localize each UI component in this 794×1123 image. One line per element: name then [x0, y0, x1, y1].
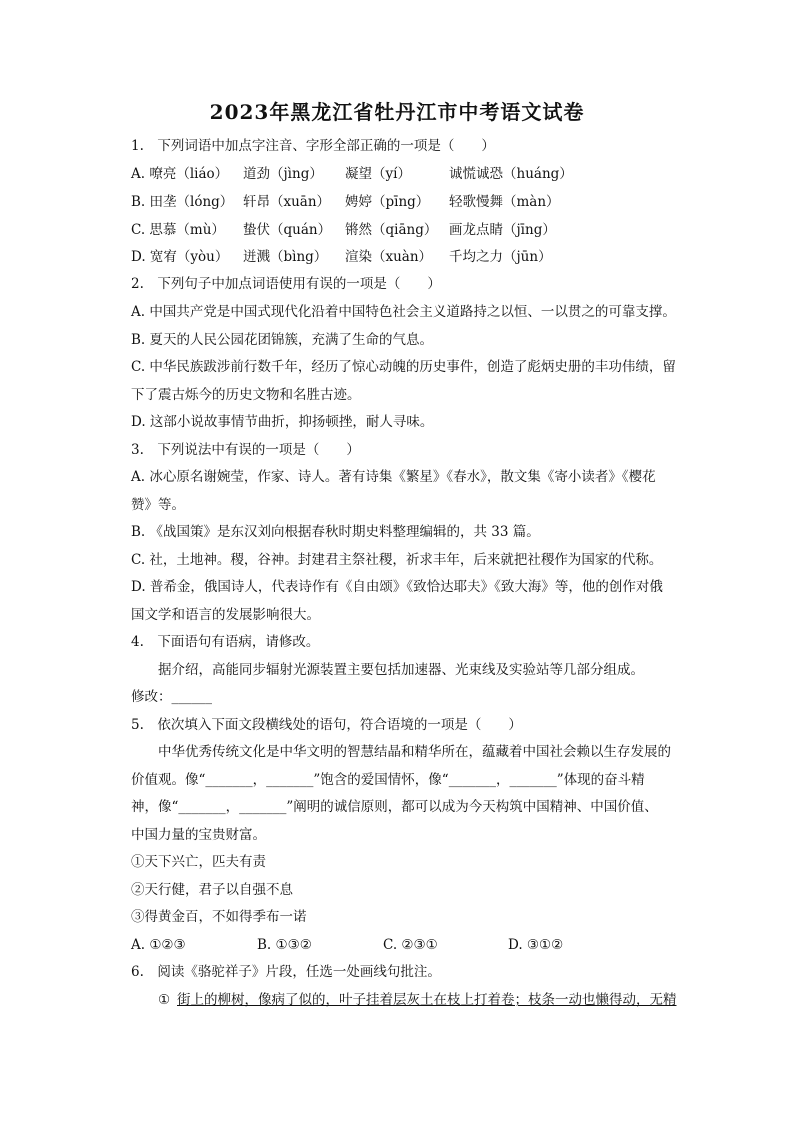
- q2-option-d: D. 这部小说故事情节曲折，抑扬顿挫，耐人寻味。: [131, 414, 434, 430]
- q3-option-d: D. 普希金，俄国诗人，代表诗作有《自由颂》《致恰达耶夫》《致大海》等，他的创作对俄: [131, 579, 663, 595]
- q5-stem: 5. 依次填入下面文段横线处的语句，符合语境的一项是（ ）: [131, 717, 522, 733]
- q4-sentence: 据介绍，高能同步辐射光源装置主要包括加速器、光束线及实验站等几部分组成。: [158, 662, 644, 678]
- q1-option-d: D. 宽宥（yòu）: [131, 249, 229, 265]
- q4-fix-blank: 修改：______: [131, 689, 212, 705]
- q1-option-a-word3: 凝望（yí）: [345, 166, 411, 182]
- q5-item-1: ①天下兴亡，匹夫有责: [131, 854, 266, 870]
- q5-option-b: B. ①③②: [257, 937, 312, 953]
- q5-option-d: D. ③①②: [508, 937, 564, 953]
- q1-option-a-word4: 诚慌诚恐（huáng）: [449, 166, 573, 182]
- q5-passage-line4: 中国力量的宝贵财富。: [131, 827, 266, 843]
- q1-option-b-word4: 轻歌慢舞（màn）: [449, 194, 560, 210]
- q5-option-c: C. ②③①: [383, 937, 438, 953]
- q2-option-a: A. 中国共产党是中国式现代化沿着中国特色社会主义道路持之以恒、一以贯之的可靠支撑。: [131, 304, 676, 320]
- q5-item-2: ②天行健，君子以自强不息: [131, 882, 293, 898]
- q5-item-3: ③得黄金百，不如得季布一诺: [131, 909, 307, 925]
- q5-passage-line2: 价值观。像“_______，_______”饱含的爱国情怀，像“_______，_______”体现的奋斗精: [131, 772, 645, 788]
- q2-option-c: C. 中华民族跋涉前行数千年，经历了惊心动魄的历史事件，创造了彪炳史册的丰功伟绩，留: [131, 359, 676, 375]
- q1-option-c: C. 思慕（mù）: [131, 222, 225, 238]
- q2-option-c-cont: 下了震古烁今的历史文物和名胜古迹。: [131, 387, 361, 403]
- q2-option-b: B. 夏天的人民公园花团锦簇，充满了生命的气息。: [131, 332, 434, 348]
- page-title: 2023年黑龙江省牡丹江市中考语文试卷: [209, 100, 585, 124]
- q6-circled-number: ①: [158, 992, 171, 1008]
- q3-option-d-cont: 国文学和语言的发展影响很大。: [131, 607, 320, 623]
- q1-stem: 1. 下列词语中加点字注音、字形全部正确的一项是（ ）: [131, 138, 495, 154]
- q1-option-a-word2: 道劲（jìng）: [243, 166, 323, 182]
- q2-stem: 2. 下列句子中加点词语使用有误的一项是（ ）: [131, 276, 441, 292]
- q1-option-b-word3: 娉婷（pīng）: [345, 194, 430, 210]
- q1-option-d-word2: 迸溅（bìng）: [243, 249, 328, 265]
- q5-passage-line3: 神，像“_______，_______”阐明的诚信原则，都可以成为今天构筑中国精神、中国价值、: [131, 799, 658, 815]
- q1-option-d-word3: 渲染（xuàn）: [345, 249, 433, 265]
- q1-option-a: A. 嘹亮（liáo）: [131, 166, 229, 182]
- q6-underlined-text: 街上的柳树，像病了似的，叶子挂着层灰土在枝上打着卷；枝条一动也懒得动，无精: [177, 992, 677, 1008]
- q1-option-c-word2: 蛰伏（quán）: [243, 222, 332, 238]
- q1-option-b: B. 田垄（lóng）: [131, 194, 234, 210]
- q3-stem: 3. 下列说法中有误的一项是（ ）: [131, 442, 360, 458]
- q6-stem: 6. 阅读《骆驼祥子》片段，任选一处画线句批注。: [131, 964, 441, 980]
- q3-option-a-cont: 赞》等。: [131, 497, 185, 513]
- q5-option-a: A. ①②③: [131, 937, 186, 953]
- q3-option-b: B. 《战国策》是东汉刘向根据春秋时期史料整理编辑的，共 33 篇。: [131, 524, 540, 540]
- q5-passage-line1: 中华优秀传统文化是中华文明的智慧结晶和精华所在，蕴藏着中国社会赖以生存发展的: [158, 744, 671, 760]
- q1-option-c-word3: 锵然（qiāng）: [345, 222, 438, 238]
- q1-option-d-word4: 千均之力（jūn）: [449, 249, 552, 265]
- q3-option-c: C. 社，土地神。稷，谷神。封建君主祭社稷，祈求丰年，后来就把社稷作为国家的代称。: [131, 552, 663, 568]
- q4-stem: 4. 下面语句有语病，请修改。: [131, 634, 320, 650]
- q1-option-c-word4: 画龙点睛（jīng）: [449, 222, 556, 238]
- q1-option-b-word2: 轩昂（xuān）: [243, 194, 331, 210]
- q3-option-a: A. 冰心原名谢婉莹，作家、诗人。著有诗集《繁星》《春水》，散文集《寄小读者》《樱花: [131, 469, 656, 485]
